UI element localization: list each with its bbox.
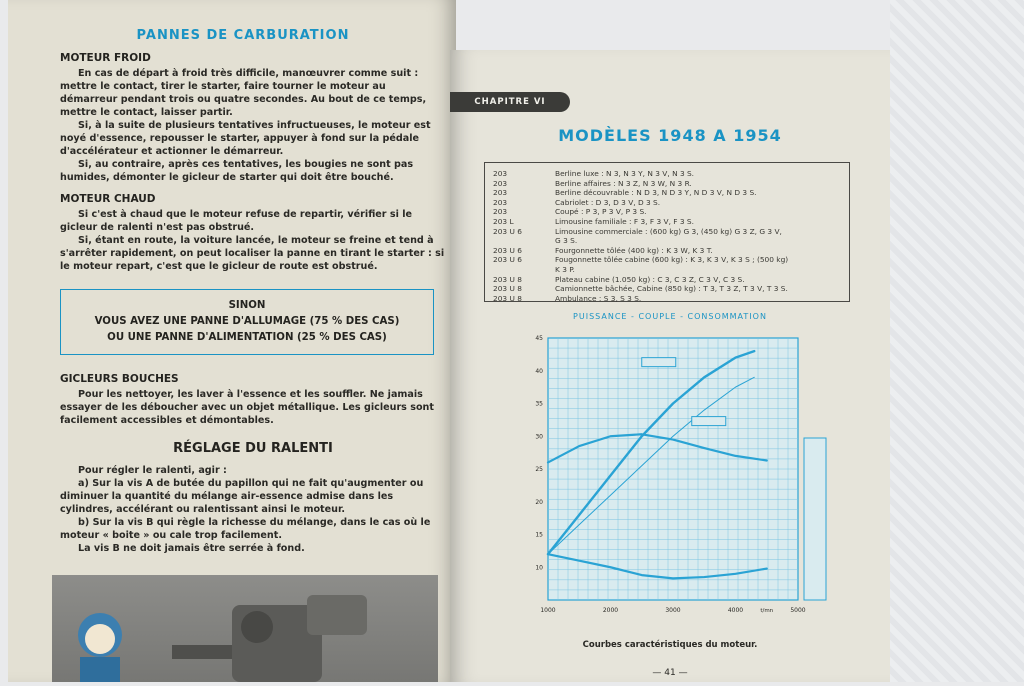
- moteur-froid-heading: MOTEUR FROID: [60, 52, 151, 64]
- model-description: Camionnette bâchée, Cabine (850 kg) : T 3, T 3 Z, T 3 V, T 3 S.: [555, 284, 788, 294]
- model-code: 203 L: [493, 216, 514, 226]
- y-tick-label: 45: [535, 335, 543, 342]
- engine-curves-chart: [510, 330, 840, 640]
- y-tick-label: 25: [535, 466, 543, 473]
- sinon-box: [60, 289, 434, 355]
- model-description: G 3 S.: [555, 236, 578, 246]
- carburetor-illustration: [52, 575, 438, 682]
- y-tick-label: 15: [535, 531, 543, 539]
- chart-caption: Courbes caractéristiques du moteur.: [582, 640, 758, 650]
- model-row: [493, 284, 841, 294]
- model-row: [493, 169, 841, 179]
- sinon-line-alimentation: OU UNE PANNE D'ALIMENTATION (25 % DES CAS): [107, 332, 387, 343]
- model-code: 203: [493, 207, 508, 217]
- page-number: — 41 —: [652, 668, 688, 678]
- model-description: Berline affaires : N 3 Z, N 3 W, N 3 R.: [555, 178, 692, 188]
- right-page: [450, 50, 890, 682]
- model-description: Berline découvrable : N D 3, N D 3 Y, N D 3 V, N D 3 S.: [555, 188, 757, 198]
- moteur-froid-paragraph: Si, à la suite de plusieurs tentatives infructueuses, le moteur est noyé d'essence, repousser le starter, appuyer à fond sur la pédale d'accélérateur et actionner le démarreur.: [60, 120, 431, 157]
- gicleurs-paragraph: Pour les nettoyer, les laver à l'essence et les souffler. Ne jamais essayer de les déboucher avec un objet métallique. Les gicleurs sont facilement accessibles et démontables.: [60, 389, 434, 426]
- model-description: K 3 P.: [555, 264, 575, 274]
- y-tick-label: 35: [535, 400, 543, 408]
- chapter-tab: CHAPITRE VI: [450, 92, 570, 112]
- model-code: 203: [493, 197, 508, 207]
- model-code: [493, 236, 555, 246]
- model-row: [493, 179, 841, 189]
- x-axis-label: t/mn: [760, 608, 774, 614]
- model-description: Limousine commerciale : (600 kg) G 3, (450 kg) G 3 Z, G 3 V,: [555, 226, 782, 236]
- sinon-heading: SINON: [228, 300, 266, 311]
- model-code: 203 U 8: [493, 293, 522, 303]
- carburetor-bowl: [307, 595, 367, 635]
- y-tick-label: 20: [535, 498, 543, 506]
- model-row: [493, 198, 841, 208]
- model-row: [493, 294, 841, 304]
- chart-side-scale: [804, 438, 826, 600]
- model-description: Cabriolet : D 3, D 3 V, D 3 S.: [555, 197, 661, 207]
- moteur-chaud-heading: MOTEUR CHAUD: [60, 193, 156, 205]
- model-row: [493, 207, 841, 217]
- model-description: Plateau cabine (1.050 kg) : C 3, C 3 Z, C 3 V, C 3 S.: [555, 274, 745, 284]
- model-description: Berline luxe : N 3, N 3 Y, N 3 V, N 3 S.: [555, 169, 695, 178]
- reglage-intro: Pour régler le ralenti, agir :: [78, 465, 227, 476]
- model-code: 203 U 8: [493, 284, 522, 294]
- model-code: 203 U 8: [493, 274, 522, 284]
- mascot-body: [80, 657, 120, 682]
- model-description: Coupé : P 3, P 3 V, P 3 S.: [555, 207, 647, 217]
- model-description: Fougonnette tôlée cabine (600 kg) : K 3, K 3 V, K 3 S ; (500 kg): [555, 255, 789, 265]
- model-code: 203: [493, 169, 508, 178]
- x-tick-label: 1000: [540, 607, 556, 614]
- y-tick-label: 40: [535, 367, 543, 375]
- sinon-line-allumage: VOUS AVEZ UNE PANNE D'ALLUMAGE (75 % DES CAS): [94, 316, 400, 327]
- model-code: 203: [493, 188, 508, 198]
- model-row: [493, 246, 841, 256]
- chart-annotation-box: [642, 358, 676, 367]
- model-row: [493, 227, 841, 237]
- left-page-title: PANNES DE CARBURATION: [136, 28, 350, 43]
- carburetor-throat: [241, 611, 273, 643]
- y-tick-label: 30: [535, 433, 543, 441]
- chart-annotation-box: [692, 417, 726, 426]
- x-tick-label: 5000: [790, 607, 806, 614]
- model-code: 203 U 6: [493, 226, 522, 236]
- reglage-title: RÉGLAGE DU RALENTI: [173, 441, 333, 456]
- model-description: Fourgonnette tôlée (400 kg) : K 3 W, K 3 T.: [555, 245, 713, 255]
- model-row: [493, 188, 841, 198]
- moteur-froid-paragraph: En cas de départ à froid très difficile, manœuvrer comme suit : mettre le contact, tirer le starter, faire tourner le moteur au démarreur pendant trois ou quatre secondes. Au bout de ce temps, mettre le contact, laisser partir.: [60, 68, 427, 118]
- reglage-item-a: a) Sur la vis A de butée du papillon qui ne fait qu'augmenter ou diminuer la quantité du mélange air-essence admise dans les cylindres, accélérant ou ralentissant ainsi le moteur.: [60, 478, 424, 515]
- moteur-chaud-paragraph: Si c'est à chaud que le moteur refuse de repartir, vérifier si le gicleur de ralenti n'est pas obstrué.: [60, 209, 413, 233]
- model-row: [493, 265, 841, 275]
- y-tick-label: 10: [535, 564, 543, 572]
- model-code: [493, 265, 555, 275]
- models-table: [484, 162, 850, 302]
- moteur-froid-paragraph: Si, au contraire, après ces tentatives, les bougies ne sont pas humides, démonter le gicleur de starter qui doit être bouché.: [60, 159, 414, 183]
- carburetor-photo: [52, 575, 438, 682]
- model-description: Limousine familiale : F 3, F 3 V, F 3 S.: [555, 216, 694, 226]
- model-row: [493, 217, 841, 227]
- moteur-chaud-paragraph: Si, étant en route, la voiture lancée, le moteur se freine et tend à s'arrêter rapidement, on peut localiser la panne en tirant le starter : si le moteur repart, c'est que le gicleur de route est obstrué.: [60, 235, 445, 272]
- x-tick-label: 2000: [602, 607, 619, 614]
- background-surface: [890, 0, 1024, 682]
- model-code: 203 U 6: [493, 245, 522, 255]
- chart-title: PUISSANCE - COUPLE - CONSOMMATION: [573, 312, 767, 321]
- model-code: 203 U 6: [493, 255, 522, 265]
- x-tick-label: 3000: [665, 607, 681, 614]
- carburetor-lever: [172, 645, 232, 659]
- reglage-note: La vis B ne doit jamais être serrée à fond.: [78, 543, 305, 554]
- model-row: [493, 255, 841, 265]
- model-row: [493, 275, 841, 285]
- model-code: 203: [493, 178, 508, 188]
- modeles-title: MODÈLES 1948 A 1954: [558, 126, 782, 145]
- model-description: Ambulance : S 3, S 3 S.: [555, 293, 642, 303]
- reglage-item-b: b) Sur la vis B qui règle la richesse du mélange, dans le cas où le moteur « boite » ou cale trop facilement.: [60, 517, 431, 541]
- x-tick-label: 4000: [727, 607, 744, 614]
- model-row: [493, 236, 841, 246]
- mascot-face: [85, 624, 115, 654]
- gicleurs-heading: GICLEURS BOUCHES: [60, 373, 179, 385]
